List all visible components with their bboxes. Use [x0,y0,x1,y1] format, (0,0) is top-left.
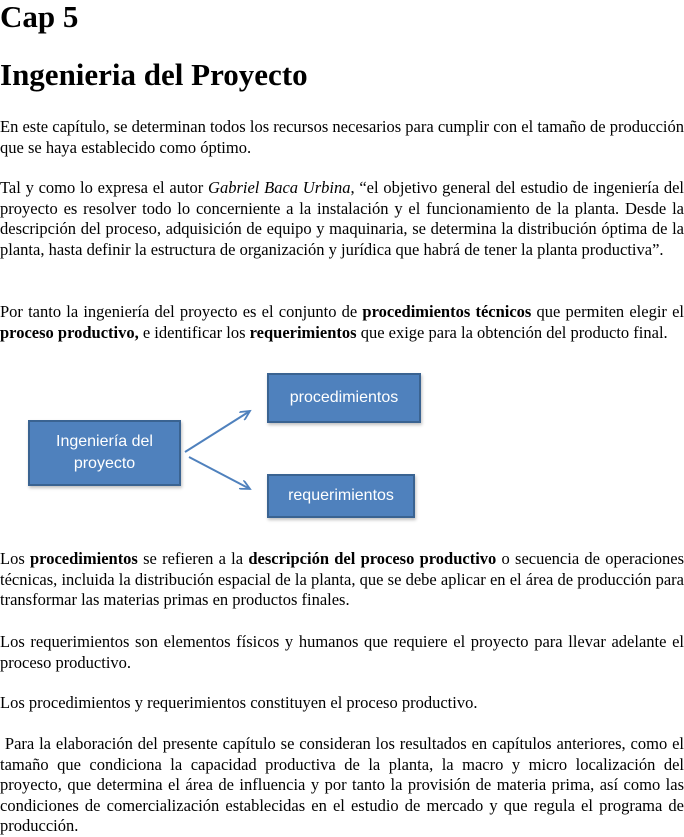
paragraph-quote-text-a: Tal y como lo expresa el autor [0,178,209,197]
author-name: Gabriel Baca Urbina [208,178,351,197]
definition-bold-proceso: proceso productivo, [0,322,139,342]
arrow-to-requerimientos [189,457,250,489]
procedimientos-text-c: se refieren a la [137,549,249,568]
definition-text-d: e identificar los [138,322,250,342]
paragraph-quote-text-b: , “el objetivo general del estudio de ingeniería del proyecto es resolver todo lo concerniente a la instalación y el funcionamiento de la planta. Desde la descripción del proceso, adquisición de equipo y maquinaria, se determina la distribución óptima de la planta, hasta definir la estructura de organización y jurídica que habrá de tener la planta productiva”. [0,178,684,259]
definition-bold-requerimientos: requerimientos [249,322,357,342]
chapter-heading: Cap 5 [0,0,79,34]
paragraph-procedimientos [0,549,684,611]
procedimientos-bold-descripcion: descripción del proceso productivo [248,549,497,568]
diagram-box-requerimientos: requerimientos [267,474,415,518]
paragraph-summary: Los procedimientos y requerimientos constituyen el proceso productivo. [0,693,478,712]
definition-bold-procedimientos: procedimientos técnicos [362,302,532,321]
definition-text-e: que exige para la obtención del producto final. [356,322,668,342]
procedimientos-bold-term: procedimientos [30,549,138,568]
arrow-to-procedimientos [185,411,250,452]
definition-text-c: que permiten elegir el [531,302,684,321]
procedimientos-text-a: Los [0,549,30,568]
definition-text-a: Por tanto la ingeniería del proyecto es el conjunto de [0,302,363,321]
procedimientos-text-d: o secuencia de operaciones técnicas, incluida la distribución espacial de la planta, que se debe aplicar en el área de producción para transformar las materias primas en productos finales. [0,549,684,610]
page-title: Ingenieria del Proyecto [0,57,308,92]
diagram-box-ingenieria-label: Ingeniería del proyecto [56,433,153,472]
diagram-box-procedimientos: procedimientos [267,373,421,423]
paragraph-elaboration: Para la elaboración del presente capítulo se consideran los resultados en capítulos anteriores, como el tamaño que condiciona la capacidad productiva de la planta, la macro y micro localización del proyecto, que determina el área de influencia y por tanto la provisión de materia prima, así como las condiciones de comercialización establecidas en el estudio de mercado y que regula el programa de producción. [0,734,684,836]
paragraph-requerimientos: Los requerimientos son elementos físicos y humanos que requiere el proyecto para llevar adelante el proceso productivo. [0,632,684,672]
paragraph-intro: En este capítulo, se determinan todos los recursos necesarios para cumplir con el tamaño de producción que se haya establecido como óptimo. [0,117,684,157]
